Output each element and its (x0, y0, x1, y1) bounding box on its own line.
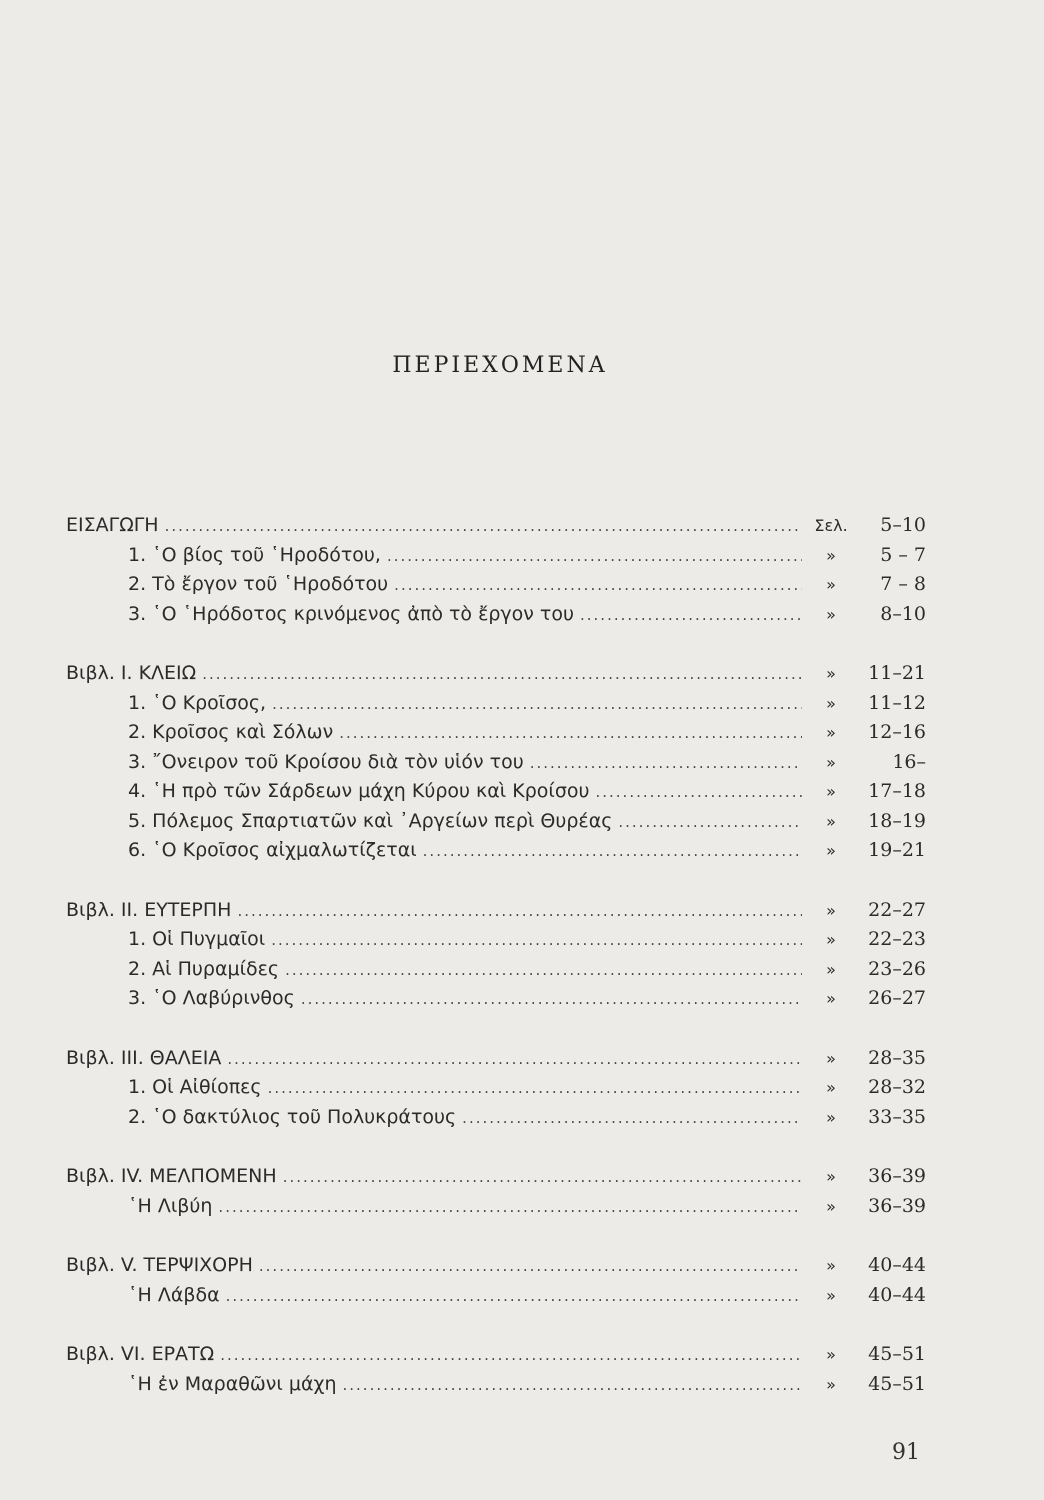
dot-leader (394, 576, 802, 594)
toc-section (66, 514, 926, 632)
dot-leader (165, 517, 802, 535)
page-mark: » (826, 1285, 836, 1305)
page-range: 23–26 (868, 957, 926, 980)
toc-section-heading (66, 1165, 926, 1195)
entry-title: Βιβλ. II. ΕΥΤΕΡΠΗ (66, 898, 232, 921)
toc-entry (66, 573, 926, 603)
page-mark: » (826, 782, 836, 801)
page-mark: » (826, 545, 836, 565)
page-range: 28–35 (868, 1046, 926, 1069)
page-mark: » (826, 664, 836, 683)
toc-section (66, 662, 926, 869)
page-range: 22–23 (868, 928, 926, 950)
page-range: 45–51 (868, 1372, 926, 1395)
toc-entry (66, 1373, 926, 1403)
entry-title: 2. ῾Ο δακτύλιος τοῦ Πολυκράτους (128, 1105, 457, 1128)
toc-section (66, 1343, 926, 1402)
toc-section-heading (66, 899, 926, 929)
toc-section-heading (66, 1254, 926, 1284)
toc-entry (66, 1284, 926, 1314)
toc-entry (66, 603, 926, 633)
page-mark: » (826, 693, 836, 713)
dot-leader (283, 1168, 802, 1186)
page-range: 16– (892, 750, 926, 773)
page-mark: » (826, 752, 836, 772)
toc-entry (66, 751, 926, 781)
dot-leader (227, 1050, 802, 1068)
dot-leader (387, 547, 802, 565)
page-range: 40–44 (868, 1254, 926, 1276)
page-range: 45–51 (868, 1343, 926, 1365)
dot-leader (580, 606, 802, 624)
entry-title: 2. Τὸ ἔργον τοῦ ῾Ηροδότου (128, 573, 389, 595)
page-mark: » (826, 1345, 836, 1364)
dot-leader (271, 931, 802, 949)
page-mark: » (826, 604, 836, 624)
page-mark: Σελ. (814, 516, 848, 535)
page-title: ΠΕΡΙΕΧΟΜΕΝΑ (392, 352, 608, 378)
toc-entry (66, 810, 926, 840)
table-of-contents (66, 514, 926, 1432)
entry-title: 1. ῾Ο βίος τοῦ ῾Ηροδότου, (128, 543, 381, 566)
entry-title: Βιβλ. IV. ΜΕΛΠΟΜΕΝΗ (66, 1165, 277, 1187)
toc-entry (66, 721, 926, 751)
dot-leader (343, 1376, 803, 1394)
page-mark: » (826, 841, 836, 860)
toc-section (66, 1254, 926, 1313)
page-mark: » (826, 1107, 836, 1127)
entry-title: 5. Πόλεμος Σπαρτιατῶν καὶ ᾿Αργείων περὶ Θυρέας (128, 809, 613, 832)
page-range: 5–10 (880, 514, 926, 536)
entry-title: 2. Αἱ Πυραμίδες (128, 957, 280, 980)
dot-leader (285, 961, 802, 979)
dot-leader (301, 990, 802, 1008)
page-range: 28–32 (868, 1076, 926, 1098)
toc-entry (66, 544, 926, 574)
toc-entry (66, 987, 926, 1017)
entry-title: 1. Οἱ Αἰθίοπες (128, 1076, 262, 1098)
toc-entry (66, 780, 926, 810)
dot-leader (272, 695, 802, 713)
entry-title: 1. Οἱ Πυγμαῖοι (128, 928, 266, 950)
page-range: 11–12 (868, 691, 926, 714)
toc-section-heading (66, 1047, 926, 1077)
toc-section (66, 1165, 926, 1224)
entry-title: 1. ῾Ο Κροῖσος, (128, 691, 267, 714)
page-mark: » (826, 989, 836, 1008)
page-range: 26–27 (868, 987, 926, 1009)
page-mark: » (826, 1167, 836, 1186)
dot-leader (595, 783, 802, 801)
page-range: 17–18 (868, 780, 926, 802)
page-range: 12–16 (868, 721, 926, 743)
page-mark: » (826, 1374, 836, 1394)
entry-title: 3. ῾Ο ῾Ηρόδοτος κρινόμενος ἀπὸ τὸ ἔργον του (128, 602, 574, 625)
page-range: 11–21 (868, 662, 926, 684)
entry-title: ῾Η Λάβδα (128, 1283, 220, 1306)
dot-leader (226, 1287, 802, 1305)
page-mark: » (826, 723, 836, 742)
toc-entry (66, 928, 926, 958)
page-mark: » (826, 959, 836, 979)
toc-entry (66, 839, 926, 869)
toc-section (66, 899, 926, 1017)
dot-leader (462, 1109, 802, 1127)
page-range: 22–27 (868, 898, 926, 921)
entry-title: 4. ῾Η πρὸ τῶν Σάρδεων μάχη Κύρου καὶ Κροίσου (128, 780, 590, 802)
dot-leader (339, 724, 802, 742)
toc-section-heading (66, 1343, 926, 1373)
toc-section-heading (66, 662, 926, 692)
entry-title: Βιβλ. V. ΤΕΡΨΙΧΟΡΗ (66, 1254, 253, 1276)
dot-leader (202, 665, 802, 683)
toc-entry (66, 958, 926, 988)
page-range: 19–21 (868, 839, 926, 861)
page-mark: » (826, 811, 836, 831)
entry-title: Βιβλ. III. ΘΑΛΕΙΑ (66, 1046, 222, 1069)
toc-section (66, 1047, 926, 1136)
page-range: 36–39 (868, 1165, 926, 1187)
toc-entry (66, 1195, 926, 1225)
entry-title: 6. ῾Ο Κροῖσος αἰχμαλωτίζεται (128, 839, 417, 861)
entry-title: 3. ῾Ο Λαβύρινθος (128, 987, 295, 1009)
page-mark: » (826, 575, 836, 594)
entry-title: ῾Η Λιβύη (128, 1194, 213, 1217)
page-mark: » (826, 900, 836, 920)
page-range: 5 – 7 (880, 543, 926, 566)
page-number: 91 (892, 1440, 920, 1465)
page-mark: » (826, 930, 836, 949)
dot-leader (530, 754, 802, 772)
toc-section-heading (66, 514, 926, 544)
entry-title: 3. ῎Ονειρον τοῦ Κροίσου διὰ τὸν υἱόν του (128, 750, 524, 773)
page-mark: » (826, 1196, 836, 1216)
page-mark: » (826, 1048, 836, 1068)
dot-leader (218, 1198, 802, 1216)
entry-title: Βιβλ. Ι. ΚΛΕΙΩ (66, 662, 197, 684)
entry-title: 2. Κροῖσος καὶ Σόλων (128, 721, 334, 743)
entry-title: ΕΙΣΑΓΩΓΗ (66, 514, 159, 536)
toc-entry (66, 1076, 926, 1106)
page-range: 7 – 8 (880, 573, 926, 595)
entry-title: ῾Η ἐν Μαραθῶνι μάχη (128, 1372, 337, 1395)
dot-leader (618, 813, 802, 831)
page-mark: » (826, 1256, 836, 1275)
toc-entry (66, 692, 926, 722)
page-range: 40–44 (868, 1283, 926, 1306)
entry-title: Βιβλ. VI. ΕΡΑΤΩ (66, 1343, 215, 1365)
dot-leader (220, 1346, 802, 1364)
page-range: 8–10 (880, 602, 926, 625)
dot-leader (268, 1079, 802, 1097)
page-mark: » (826, 1078, 836, 1097)
page-range: 36–39 (868, 1194, 926, 1217)
dot-leader (259, 1257, 802, 1275)
dot-leader (237, 902, 802, 920)
page-range: 18–19 (868, 809, 926, 832)
page-range: 33–35 (868, 1105, 926, 1128)
dot-leader (423, 842, 802, 860)
toc-entry (66, 1106, 926, 1136)
